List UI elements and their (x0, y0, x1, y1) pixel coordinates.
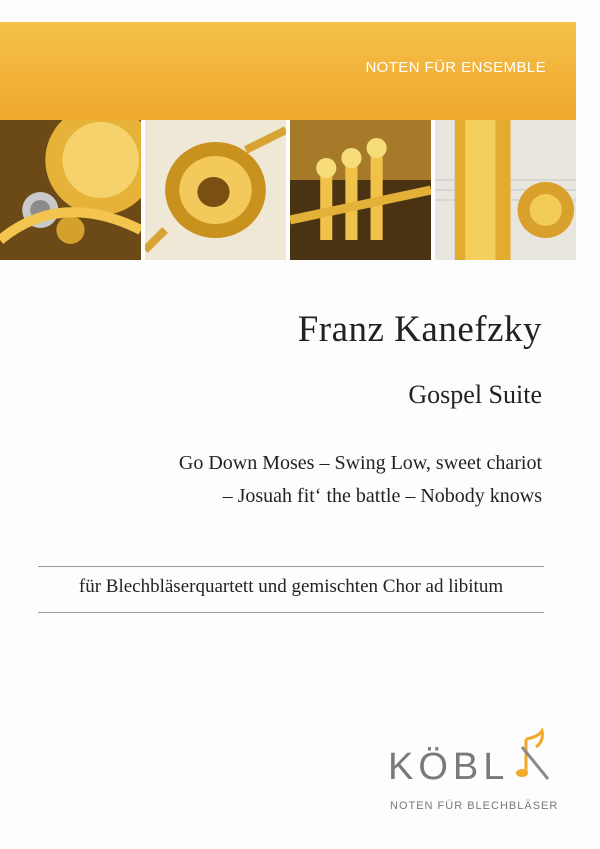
trumpet-valves-photo (290, 120, 431, 260)
publisher-tagline: NOTEN FÜR BLECHBLÄSER (390, 800, 559, 812)
music-note-icon (512, 727, 552, 785)
french-horn-photo (0, 120, 141, 260)
publisher-logo: KÖBL (388, 746, 510, 788)
work-title: Gospel Suite (408, 380, 542, 409)
series-label: NOTEN FÜR ENSEMBLE (365, 59, 546, 76)
instrumentation: für Blechbläserquartett und gemischten Chor ad libitum (78, 576, 504, 597)
movement-line-1: Go Down Moses – Swing Low, sweet chariot (178, 452, 542, 474)
tuba-photo (435, 120, 576, 260)
movement-list (179, 447, 542, 513)
divider-top (38, 566, 544, 567)
series-banner (0, 22, 576, 120)
instrument-photo-strip (0, 120, 576, 260)
movement-line-2: – Josuah fit‘ the battle – Nobody knows (222, 485, 542, 507)
divider-bottom (38, 612, 544, 613)
trombone-bell-photo (145, 120, 286, 260)
composer-name: Franz Kanefzky (297, 309, 542, 350)
